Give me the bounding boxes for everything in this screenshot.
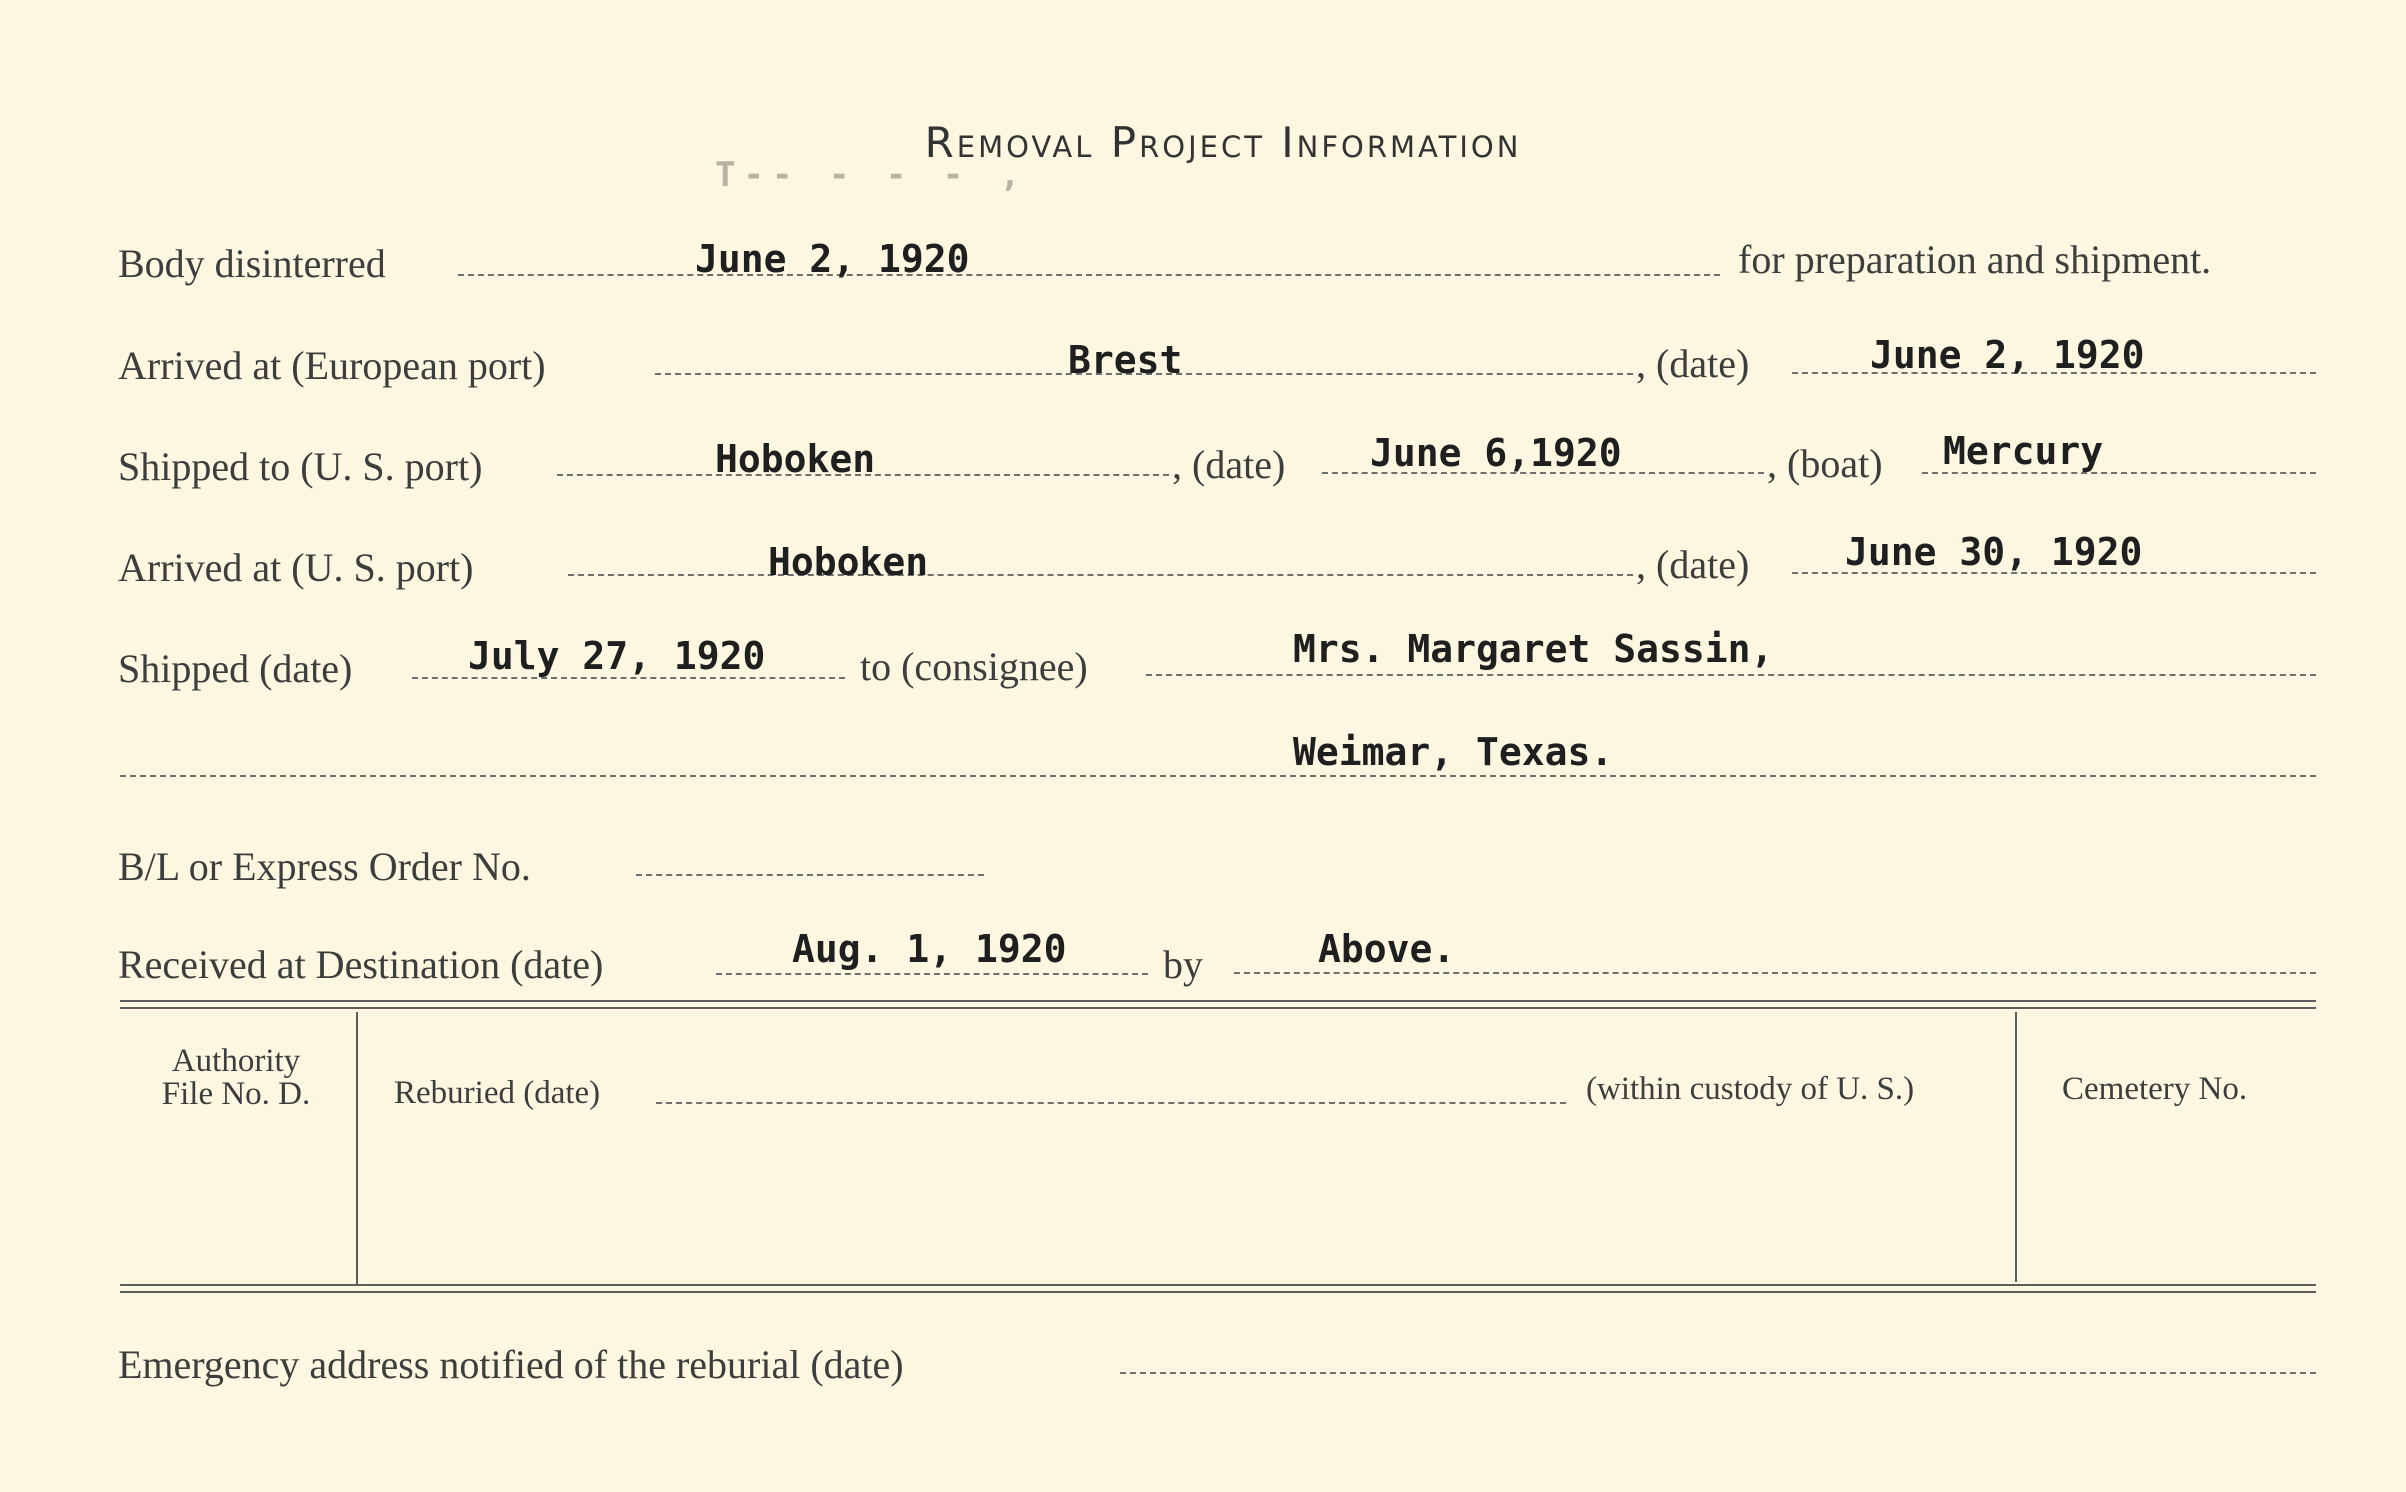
authority-label-line1: Authority <box>171 1043 301 1079</box>
faded-stamp: T-- - - - , <box>715 155 1029 195</box>
disinterred-date: June 2, 1920 <box>695 237 970 281</box>
boat-label: , (boat) <box>1767 441 1883 486</box>
european-date-label: , (date) <box>1636 341 1750 386</box>
shipped-us-port-value: Hoboken <box>715 437 876 481</box>
table-bottom-rule-1 <box>120 1284 2316 1286</box>
disinterred-label: Body disinterred <box>118 241 386 286</box>
card-title: Removal Project Information <box>924 118 1522 167</box>
emergency-label: Emergency address notified of the reburial (date) <box>118 1342 904 1387</box>
table-top-rule-1 <box>120 1000 2316 1002</box>
authority-label-line2: File No. D. <box>161 1076 311 1112</box>
received-by-line <box>1234 972 2316 974</box>
reburied-label: Reburied (date) <box>394 1075 601 1111</box>
shipped-us-port-label: Shipped to (U. S. port) <box>118 444 483 489</box>
received-by-value: Above. <box>1318 927 1456 971</box>
received-date-value: Aug. 1, 1920 <box>792 927 1067 971</box>
table-divider-right <box>2015 1012 2017 1282</box>
table-top-rule-2 <box>120 1007 2316 1009</box>
table-bottom-rule-2 <box>120 1291 2316 1293</box>
shipped-date-label: Shipped (date) <box>118 646 353 691</box>
reburied-line <box>656 1102 1566 1104</box>
shipped-date-value: July 27, 1920 <box>468 634 766 678</box>
european-port-label: Arrived at (European port) <box>118 343 546 388</box>
consignee-address-line <box>120 775 2316 777</box>
received-date-line <box>716 973 1148 975</box>
european-port-value: Brest <box>1068 338 1183 382</box>
disinterred-suffix: for preparation and shipment. <box>1738 237 2212 282</box>
cemetery-label: Cemetery No. <box>2062 1071 2248 1107</box>
european-date-value: June 2, 1920 <box>1870 333 2145 377</box>
arrived-us-date-label: , (date) <box>1636 542 1750 587</box>
shipped-us-date-label: , (date) <box>1172 442 1286 487</box>
consignee-line <box>1146 674 2316 676</box>
consignee-name: Mrs. Margaret Sassin, <box>1293 627 1774 671</box>
bl-line <box>636 874 984 876</box>
custody-label: (within custody of U. S.) <box>1586 1071 1915 1107</box>
boat-value: Mercury <box>1943 429 2104 473</box>
received-label: Received at Destination (date) <box>118 942 604 987</box>
arrived-us-port-line <box>568 574 1633 576</box>
table-divider-left <box>356 1012 358 1286</box>
arrived-us-port-value: Hoboken <box>768 540 929 584</box>
bl-label: B/L or Express Order No. <box>118 844 531 889</box>
disinterred-line <box>458 274 1720 276</box>
consignee-label: to (consignee) <box>860 644 1088 689</box>
consignee-address: Weimar, Texas. <box>1293 730 1614 774</box>
arrived-us-port-label: Arrived at (U. S. port) <box>118 545 474 590</box>
emergency-line <box>1120 1372 2316 1374</box>
arrived-us-date-value: June 30, 1920 <box>1845 530 2143 574</box>
received-by-label: by <box>1163 942 1203 987</box>
shipped-us-date-value: June 6,1920 <box>1370 431 1622 475</box>
